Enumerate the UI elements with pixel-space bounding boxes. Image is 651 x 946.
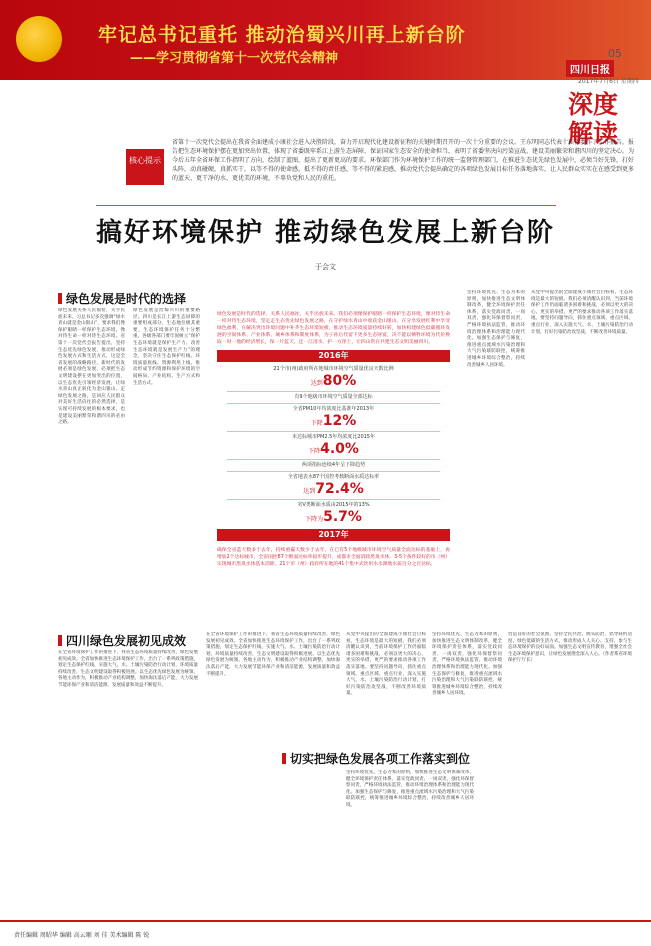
infographic-panel (207, 299, 460, 621)
column-text: 绿色发展关系人民福祉，关乎民族未来。习总书记多次强调“绿水青山就是金山银山”，要求我们像保护眼睛一样保护生态环境，像对待生命一样对待生态环境。省第十一次党代会报告提出，坚持生态优先绿色发展，推动形成绿色发展方式和生活方式，这是全省发展的战略路径。新时代的发展必须是绿色发展，必须把生态文明建设摆在更加突出的位置，以生态优先引领经济发展，让绿水青山真正转化为金山银山。走绿色发展之路，是回应人民群众对美好生活向往的必然选择，是实现可持续发展的根本要求，也是建设美丽繁荣和谐四川的必由之路。 (58, 308, 125, 426)
party-emblem-icon (16, 16, 62, 62)
stat-value: 80% (322, 373, 357, 389)
column-text: 坚持环境优先、生态为本的原则，加快推进生态文明体制改革，健全环境保护责任体系，落实党政同责、一岗双责，强化环保督察问责，严格环境执法监管，推动环境治理体系和治理能力现代化。加强生态保护与修复，推进重点流域水污染治理和大气污染联防联控，统筹推进城乡环境综合整治，持续改善城乡人居环境。 (432, 632, 502, 697)
banner-subtitle: ——学习贯彻省第十一次党代会精神 (130, 51, 339, 66)
article-author: 于会文 (315, 263, 336, 271)
divider (96, 205, 556, 206)
column-text: 坚持环境优先、生态为本的原则，加快推进生态文明体制改革，健全环境保护责任体系，落实党政同责、一岗双责，强化环保督察问责，严格环境执法监管，推动环境治理体系和治理能力现代化。加强生态保护与修复，推进重点流域水污染治理和大气污染联防联控，统筹推进城乡环境综合整治，持续改善城乡人居环境。 (467, 290, 525, 368)
year-bar-2017: 2017年 (217, 529, 450, 541)
core-tip-badge: 核心提示 (126, 149, 164, 185)
banner-title: 牢记总书记重托 推动治蜀兴川再上新台阶 (98, 24, 466, 46)
year-bar-2016: 2016年 (217, 350, 450, 362)
article-title: 搞好环境保护 推动绿色发展上新台阶 (95, 218, 556, 248)
stat-divider (227, 391, 440, 392)
stat-prefix: 达到 (310, 380, 323, 387)
page-number: 05 (608, 47, 622, 60)
issue-date: 2017年7月6日 星期四 (578, 78, 639, 85)
stat-label: 全省地表水87个国控考核断面水质达标率 (287, 474, 380, 480)
stat-label: 全省PM10年均浓度比基准年2013年 (292, 406, 375, 412)
stat-value: 5.7% (323, 509, 362, 525)
stats-list (207, 366, 460, 525)
column-text: 绿色发展是治蜀兴川的重要路径。四川是长江上游生态屏障的重要组成部分，生态地位极其重要，生态环境保护任务十分繁重。各级各部门要牢固树立“保护生态环境就是保护生产力、改善生态环境就是发展生产力”的理念，坚决守住生态保护红线、环境质量底线、资源利用上线，推动形成节约资源和保护环境的空间格局、产业结构、生产方式和生活方式。 (133, 308, 200, 386)
stat-label: 有9个地级市环境空气质量全部达标 (294, 394, 373, 400)
editor-credits: 责任编辑 周昭华 编辑 高云顺 刘 佳 美术编辑 陈 锐 (14, 932, 150, 939)
stat-divider (227, 403, 440, 404)
stat-label: 两项指标连续4年呈下降趋势 (301, 462, 366, 468)
stat-item (227, 394, 440, 401)
stat-label: 未达标城市PM2.5年均浓度比2015年 (291, 434, 375, 440)
stat-value: 12% (322, 413, 357, 429)
section-heading: 四川绿色发展初见成效 (58, 632, 186, 649)
stat-item (227, 406, 440, 429)
column-text: 从党中央提出的全面建成小康社会目标看，生态环境是最大的短板。我们必须清醒认识到，当前环境保护工作仍面临诸多困难和挑战，必须以更大的决心、更实的举措、更严的要求推动各项工作落实落地。要坚持问题导向，抓住重点领域、重点区域、重点行业，深入实施大气、水、土壤污染防治行动计划，打好污染防治攻坚战，不断改善环境质量。 (346, 632, 426, 697)
stat-item (227, 434, 440, 457)
infographic-intro: 绿色发展是时代的选择，关系人民福祉，关乎民族未来。我们必须像保护眼睛一样保护生态环境，像对待生命一样对待生态环境，坚定走生态优先绿色发展之路，在守护绿水青山中收获金山银山。在分享发展红利中享受绿色福利，在解决突出环境问题中补齐生态环境短板，推动生态环境质量持续好转，加快构建绿色低碳循环发展的空间体系、产业体系、城乡体系和制度体系，为子孙后代留下更多生态财富，决不能以牺牲环境为代价换取一时一地的经济增长，保一片蓝天、还一江清水、护一方净土，让四山常在共建生态文明美丽四川。 (217, 312, 450, 345)
infographic-outro: 确保全省蓝天数多于去年，持续重霾天数少于去年，在已有5个地级城市环境空气质量全面达标的基础上，再增加2个达标城市，全省国控87个断面达标率稳步提升，成都市全面消除黑臭水体，3-5个条件较好的市（州）实现城市黑臭水体基本消除，21个市（州）政府所在地的41个集中式饮用水水源地水质百分之百达标。 (217, 548, 450, 567)
stat-item (227, 474, 440, 497)
stat-prefix: 下降 (308, 448, 321, 455)
stat-value: 72.4% (315, 481, 364, 497)
stat-prefix: 达到 (303, 488, 316, 495)
stat-item (227, 462, 440, 469)
stat-value: 4.0% (320, 441, 359, 457)
column-text: 在全省环境保护工作的推进下，我省生态环境质量持续改善，绿色发展初见成效。全省加快推进生态环境保护工作，出台了一系列政策措施，划定生态保护红线，实施大气、水、土壤污染防治行动计划，环境质量持续改善，生态文明建设取得积极进展。以生态优先绿色发展为统领，各地主动作为，积极推动产业结构调整，加快淘汰落后产能，大力发展节能环保产业和清洁能源，发展质量和效益不断提升。 (206, 632, 340, 677)
stat-label: 21个市(州)政府所在地城市环境空气质量优良天数比例 (273, 366, 394, 372)
column-text: 营造良好的社会氛围。坚持全民共治、源头防治，倡导简约适度、绿色低碳的生活方式，推动形成人人关心、支持、参与生态环境保护的良好局面。加强生态文明宣传教育，增强全社会生态环境保护意识，让绿色发展理念深入人心。（作者系省环境保护厅厅长） (508, 632, 632, 664)
column-text: 在全省环境保护工作的推进下，我省生态环境质量持续改善，绿色发展初见成效。全省加快推进生态环境保护工作，出台了一系列政策措施，划定生态保护红线，实施大气、水、土壤污染防治行动计划，环境质量持续改善，生态文明建设取得积极进展。以生态优先绿色发展为统领，各地主动作为，积极推动产业结构调整，加快淘汰落后产能，大力发展节能环保产业和清洁能源，发展质量和效益不断提升。 (58, 650, 198, 688)
stat-prefix: 下降为 (305, 516, 324, 523)
stat-divider (227, 431, 440, 432)
stat-item (227, 366, 440, 389)
section-label: 深度解读 (567, 90, 618, 148)
stat-divider (227, 459, 440, 460)
section-heading: 切实把绿色发展各项工作落实到位 (282, 750, 470, 767)
paper-logo: 四川日报 (566, 60, 614, 77)
stat-divider (227, 471, 440, 472)
stat-divider (227, 499, 440, 500)
column-text: 坚持环境优先、生态为本的原则，加快推进生态文明体制改革，健全环境保护责任体系，落实党政同责、一岗双责，强化环保督察问责，严格环境执法监管，推动环境治理体系和治理能力现代化。加强生态保护与修复，推进重点流域水污染治理和大气污染联防联控，统筹推进城乡环境综合整治，持续改善城乡人居环境。 (346, 770, 474, 808)
stat-label: 劣V类断面水质由2015年的13% (297, 502, 370, 508)
stat-prefix: 下降 (310, 420, 323, 427)
summary-text: 省第十一次党代会提出在我省全面建成小康社会进入决胜阶段，奋力开启现代化建设新征程的关键时期召开的一次十分重要的会议。王东明同志代表十届省委作了工作报告，报告把生态环境保护摆在更加突出位置，体现了省委既牢系江上游生态屏障、保证国家生态安全的使命担当，表明了省委坚决向污染宣战、建设美丽繁荣和谐四川的坚定决心。为今后五年全省环保工作指明了方向，绘制了蓝图，提出了更新更高的要求。环保部门作为环境保护工作的统一监督管理部门，在推进生态优先绿色发展中，必须当好先锋，打好头阵，动真碰硬，真抓实干，以等不得的使命感，抵不得的责任感，等不得的紧迫感，推动党代会提出确定的各项绿色发展目标任务落地落实，让人民群众实实在在感受到更多的蓝天、更干净的水、更优美的环境，不辜负党和人民的重托。 (172, 139, 635, 182)
stat-item (227, 502, 440, 525)
section-heading: 绿色发展是时代的选择 (58, 290, 186, 307)
column-text: 从党中央提出的全面建成小康社会目标看，生态环境是最大的短板。我们必须清醒认识到，当前环境保护工作仍面临诸多困难和挑战，必须以更大的决心、更实的举措、更严的要求推动各项工作落实落地。要坚持问题导向，抓住重点领域、重点区域、重点行业，深入实施大气、水、土壤污染防治行动计划，打好污染防治攻坚战，不断改善环境质量。 (531, 290, 633, 335)
